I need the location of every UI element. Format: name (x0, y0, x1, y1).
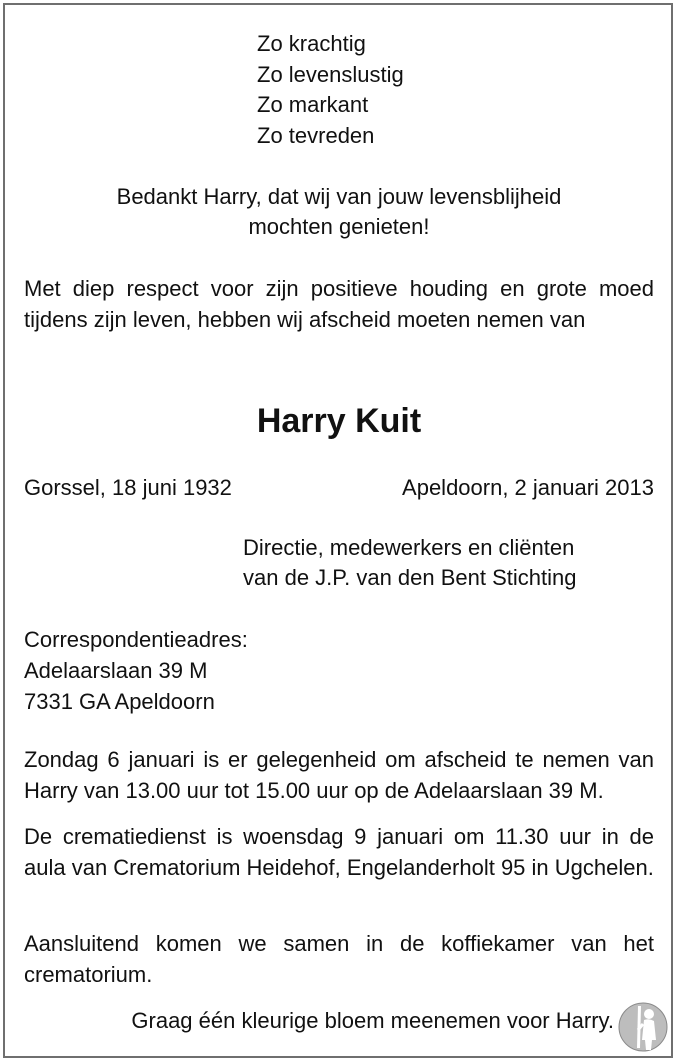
address-line: 7331 GA Apeldoorn (24, 689, 215, 714)
poem (257, 29, 404, 151)
poem-line: Zo tevreden (257, 122, 375, 148)
address-line: Adelaarslaan 39 M (24, 658, 208, 683)
memorial-logo-icon (618, 1000, 668, 1054)
address-line: Correspondentieadres: (24, 627, 248, 652)
notice-border (3, 3, 673, 1058)
poem-line: Zo markant (257, 92, 369, 117)
cremation-paragraph: De crematiedienst is woensdag 9 januari om 11.30 uur in de aula van Crematorium Heidehof, Engelanderholt 95 in Ugchelen. (24, 824, 654, 880)
deceased-name: Harry Kuit (256, 402, 422, 440)
poem-line: Zo krachtig (257, 31, 366, 56)
thanks-text (24, 182, 654, 242)
flower-request: Graag één kleurige bloem meenemen voor Harry. (131, 1008, 614, 1033)
death-info: Apeldoorn, 2 januari 2013 (402, 475, 654, 500)
thanks-line: mochten genieten! (248, 214, 430, 239)
poem-line: Zo levenslustig (257, 61, 404, 87)
birth-info: Gorssel, 18 juni 1932 (24, 475, 232, 500)
sender-line: Directie, medewerkers en cliënten (243, 535, 575, 560)
respect-paragraph: Met diep respect voor zijn positieve houding en grote moed tijdens zijn leven, hebben wij afscheid moeten nemen van (24, 276, 654, 332)
visitation-paragraph: Zondag 6 januari is er gelegenheid om afscheid te nemen van Harry van 13.00 uur tot 15.00 uur op de Adelaarslaan 39 M. (24, 747, 654, 803)
correspondence-address (24, 624, 248, 717)
senders (243, 533, 577, 593)
sender-line: van de J.P. van den Bent Stichting (243, 565, 577, 590)
thanks-line: Bedankt Harry, dat wij van jouw levensblijheid (116, 184, 562, 209)
coffee-paragraph: Aansluitend komen we samen in de koffiekamer van het crematorium. (24, 931, 654, 987)
